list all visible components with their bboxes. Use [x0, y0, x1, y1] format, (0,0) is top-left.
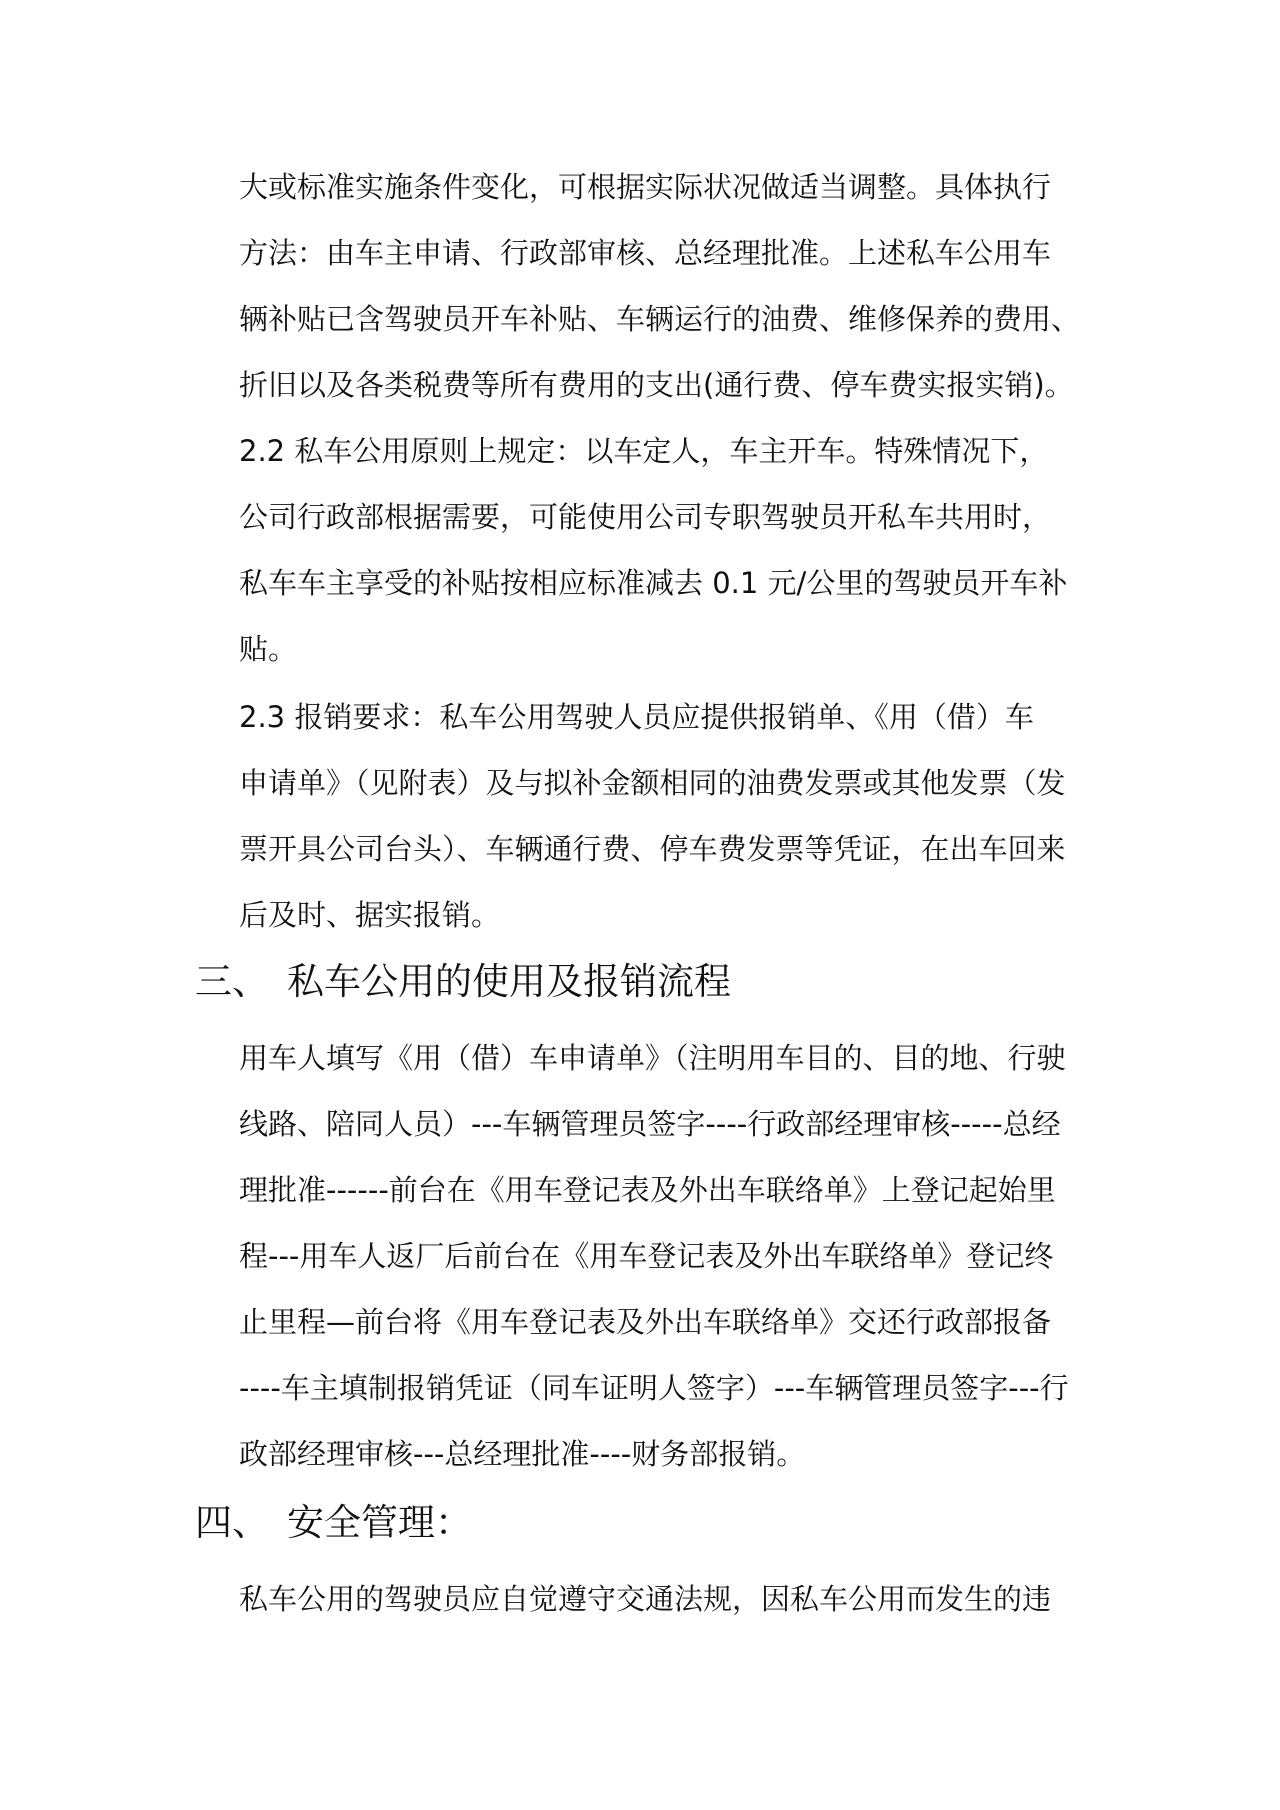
section2-2-line-4: 贴。 [239, 632, 298, 666]
heading-3-number: 三、 [195, 960, 269, 1003]
section2-3-line-3: 票开具公司台头）、车辆通行费、停车费发票等凭证，在出车回来 [239, 832, 1066, 866]
section2-2-line-3: 私车车主享受的补贴按相应标准减去 0.1 元/公里的驾驶员开车补 [239, 566, 1068, 600]
heading-3-title: 私车公用的使用及报销流程 [287, 960, 731, 1003]
section2-cont-line-4: 折旧以及各类税费等所有费用的支出(通行费、停车费实报实销)。 [239, 368, 1074, 402]
section2-2-line-1: 2.2 私车公用原则上规定：以车定人，车主开车。特殊情况下， [239, 434, 1049, 468]
section3-line-3: 理批准------前台在《用车登记表及外出车联络单》上登记起始里 [239, 1173, 1056, 1207]
section2-cont-line-3: 辆补贴已含驾驶员开车补贴、车辆运行的油费、维修保养的费用、 [239, 302, 1081, 336]
section3-line-6: ----车主填制报销凭证（同车证明人签字）---车辆管理员签字---行 [239, 1371, 1069, 1405]
section2-cont-line-1: 大或标准实施条件变化，可根据实际状况做适当调整。具体执行 [239, 170, 1052, 204]
section3-line-2: 线路、陪同人员）---车辆管理员签字----行政部经理审核-----总经 [239, 1107, 1061, 1141]
section2-3-line-1: 2.3 报销要求：私车公用驾驶人员应提供报销单、《用（借）车 [239, 700, 1034, 734]
section2-3-line-4: 后及时、据实报销。 [239, 898, 501, 932]
section3-line-4: 程---用车人返厂后前台在《用车登记表及外出车联络单》登记终 [239, 1239, 1054, 1273]
heading-4-number: 四、 [195, 1501, 269, 1544]
section2-cont-line-2: 方法：由车主申请、行政部审核、总经理批准。上述私车公用车 [239, 236, 1052, 270]
section3-line-7: 政部经理审核---总经理批准----财务部报销。 [239, 1437, 806, 1471]
heading-section-3 [195, 959, 731, 1005]
section3-line-5: 止里程—前台将《用车登记表及外出车联络单》交还行政部报备 [239, 1305, 1052, 1339]
section2-3-line-2: 申请单》（见附表）及与拟补金额相同的油费发票或其他发票（发 [239, 766, 1066, 800]
section3-line-1: 用车人填写《用（借）车申请单》（注明用车目的、目的地、行驶 [239, 1041, 1066, 1075]
heading-4-title: 安全管理： [287, 1501, 472, 1544]
section4-line-1: 私车公用的驾驶员应自觉遵守交通法规，因私车公用而发生的违 [239, 1582, 1052, 1616]
heading-section-4 [195, 1500, 472, 1546]
section2-2-line-2: 公司行政部根据需要，可能使用公司专职驾驶员开私车共用时， [239, 500, 1052, 534]
